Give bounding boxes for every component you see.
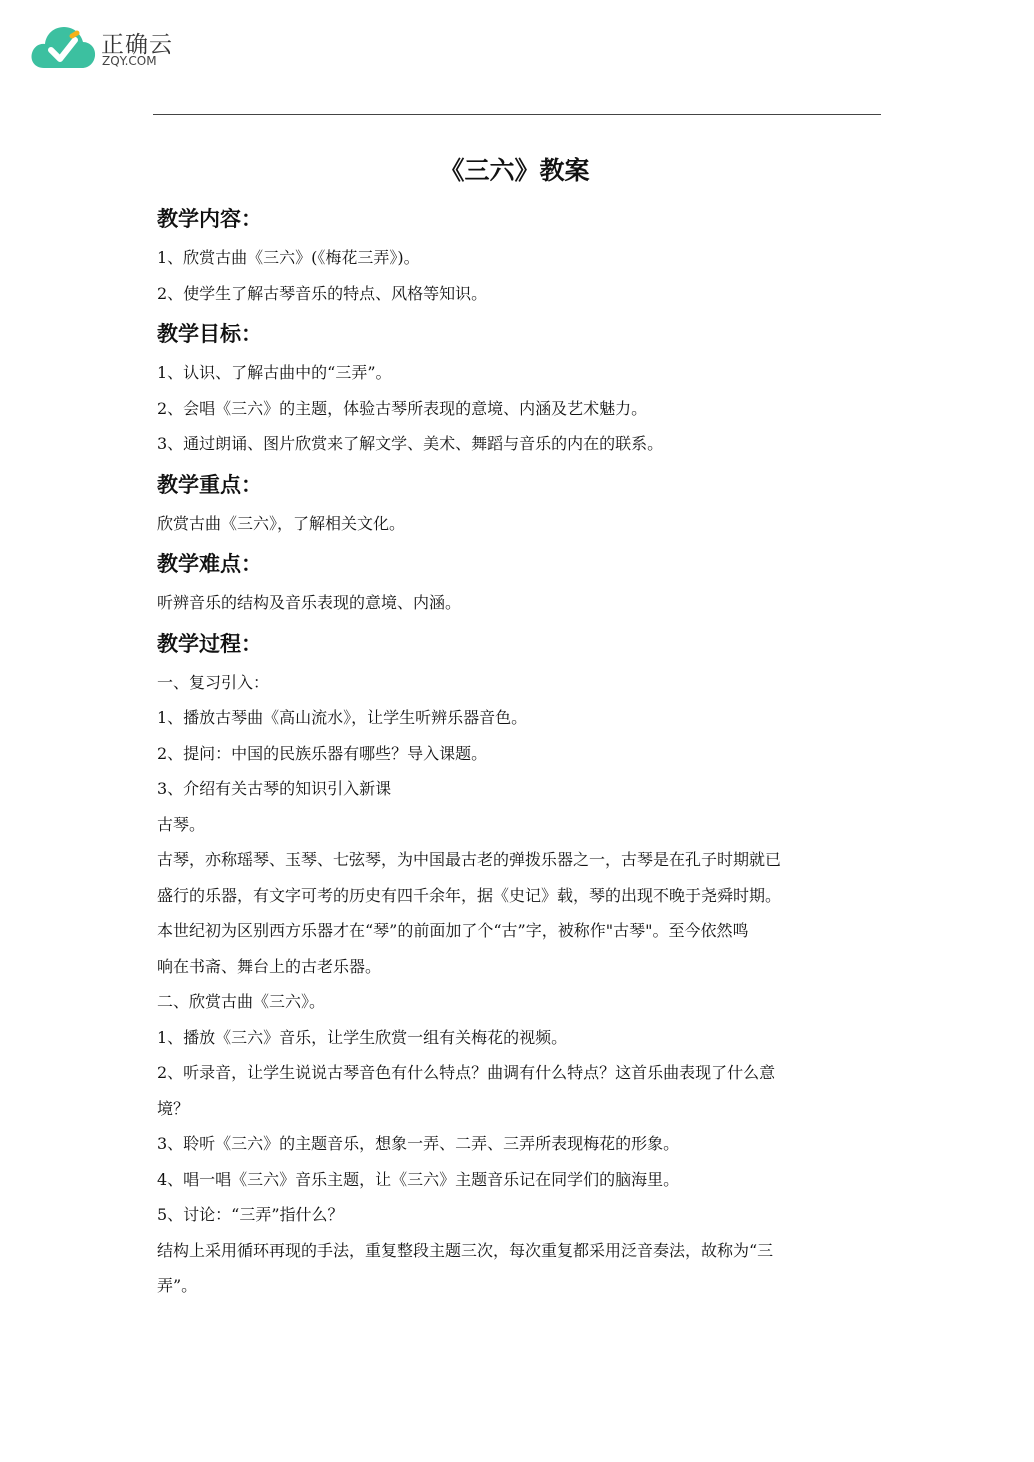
paragraph-line: 3、介绍有关古琴的知识引入新课 — [157, 779, 392, 798]
paragraph-line: 1、欣赏古曲《三六》(《梅花三弄》)。 — [157, 248, 420, 267]
paragraph-line: 盛行的乐器，有文字可考的历史有四千余年，据《史记》载，琴的出现不晚于尧舜时期。 — [157, 885, 782, 905]
paragraph-line: 2、会唱《三六》的主题，体验古琴所表现的意境、内涵及艺术魅力。 — [157, 398, 648, 418]
section-heading: 教学内容： — [157, 207, 262, 231]
paragraph-line: 1、播放《三六》音乐，让学生欣赏一组有关梅花的视频。 — [157, 1027, 568, 1047]
paragraph-line: 5、讨论：“三弄”指什么？ — [157, 1205, 344, 1224]
paragraph-line: 二、欣赏古曲《三六》。 — [157, 992, 326, 1011]
paragraph-line: 欣赏古曲《三六》，了解相关文化。 — [157, 513, 406, 533]
paragraph-line: 听辨音乐的结构及音乐表现的意境、内涵。 — [157, 593, 462, 612]
zqy-logo — [30, 22, 190, 72]
paragraph-line: 古琴。 — [157, 814, 206, 834]
paragraph-line: 2、使学生了解古琴音乐的特点、风格等知识。 — [157, 283, 488, 303]
paragraph-line: 结构上采用循环再现的手法，重复整段主题三次，每次重复都采用泛音奏法，故称为“三 — [157, 1240, 774, 1260]
section-heading: 教学目标： — [157, 322, 262, 346]
section-heading: 教学难点： — [157, 552, 262, 576]
paragraph-line: 3、聆听《三六》的主题音乐，想象一弄、二弄、三弄所表现梅花的形象。 — [157, 1134, 680, 1153]
document-body — [157, 150, 872, 1308]
paragraph-line: 3、通过朗诵、图片欣赏来了解文学、美术、舞蹈与音乐的内在的联系。 — [157, 434, 664, 453]
cloud-check-icon — [30, 22, 96, 72]
paragraph-line: 一、复习引入： — [157, 672, 270, 692]
section — [157, 627, 872, 1304]
section-heading: 教学重点： — [157, 472, 262, 497]
section — [157, 202, 872, 311]
paragraph-line: 2、听录音，让学生说说古琴音色有什么特点？曲调有什么特点？这首乐曲表现了什么意 — [157, 1063, 776, 1082]
paragraph-line: 2、提问：中国的民族乐器有哪些？导入课题。 — [157, 743, 488, 763]
logo-text-en: ZQY.COM — [102, 54, 157, 68]
paragraph-line: 本世纪初为区别西方乐器才在“琴”的前面加了个“古”字，被称作"古琴"。至今依然鸣 — [157, 921, 749, 940]
sections-container — [157, 202, 872, 1304]
section — [157, 547, 872, 621]
header-divider — [153, 114, 881, 115]
section — [157, 468, 872, 542]
paragraph-line: 响在书斋、舞台上的古老乐器。 — [157, 956, 382, 976]
section — [157, 317, 872, 462]
document-title: 《三六》教案 — [439, 156, 590, 185]
paragraph-line: 弄”。 — [157, 1276, 198, 1295]
paragraph-line: 境？ — [157, 1098, 190, 1118]
paragraph-line: 1、播放古琴曲《高山流水》，让学生听辨乐器音色。 — [157, 708, 528, 727]
logo-text-cn: 正确云 — [101, 32, 173, 58]
paragraph-line: 4、唱一唱《三六》音乐主题，让《三六》主题音乐记在同学们的脑海里。 — [157, 1169, 680, 1189]
section-heading: 教学过程： — [157, 631, 262, 656]
paragraph-line: 古琴，亦称瑶琴、玉琴、七弦琴，为中国最古老的弹拨乐器之一，古琴是在孔子时期就已 — [157, 850, 782, 869]
paragraph-line: 1、认识、了解古曲中的“三弄”。 — [157, 363, 392, 382]
